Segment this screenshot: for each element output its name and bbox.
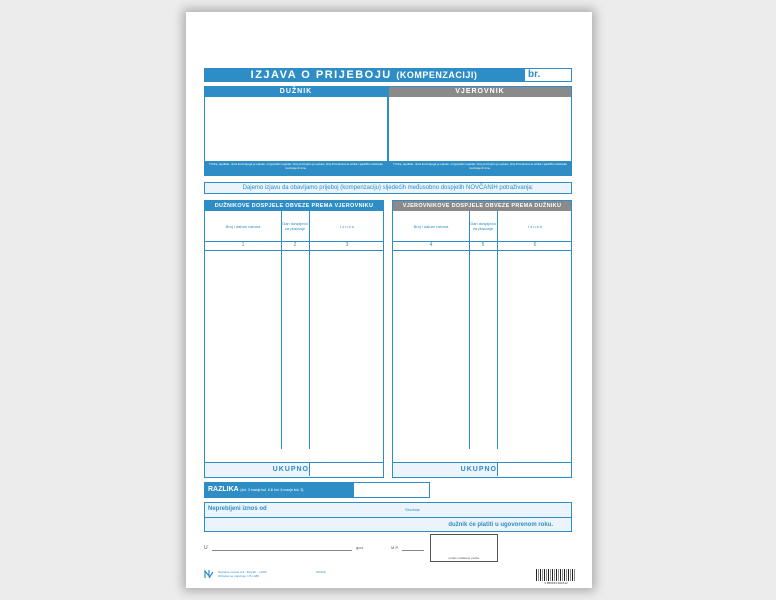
col-num: 6: [533, 242, 537, 248]
divider: [205, 517, 571, 518]
form-sheet: [186, 12, 592, 588]
debtor-note: Tvrtka, sjedište, ured kod kojega je upisan u trgovački registar, broj pod kojim je upisan, broj žiroračuna te tvrtka i sjedište institucije kod koje ih ima.: [205, 161, 387, 175]
difference-title: RAZLIKA: [208, 486, 239, 493]
col-num: 4: [429, 242, 433, 248]
difference-note: (kol. 3 manje kol. 6 ili kol. 6 manje kol. 3): [240, 488, 304, 492]
difference-row[interactable]: [204, 482, 430, 498]
divider: [469, 211, 470, 449]
debtor-table-heading: DUŽNIKOVE DOSPJELE OBVEZE PREMA VJEROVNIKU: [205, 201, 383, 211]
barcode: [536, 569, 576, 581]
debtor-total: [205, 462, 383, 477]
number-label: br.: [528, 69, 541, 80]
col-num: 1: [241, 242, 245, 248]
col-amount: I z n o s: [339, 223, 354, 229]
divider: [281, 211, 282, 449]
signature-box[interactable]: [430, 534, 498, 562]
difference-label: [205, 483, 354, 497]
unsettled-amount-box[interactable]: [204, 502, 572, 532]
debtor-obligations-table: [204, 200, 384, 478]
seal-label: M.P.: [391, 545, 399, 550]
title-sub: (KOMPENZACIJI): [396, 70, 478, 80]
creditor-heading: VJEROVNIK: [389, 87, 571, 97]
footer-line: Obrazac se naručuje: UT-I-480: [218, 574, 260, 578]
creditor-table-heading: VJEROVNIKOVE DOSPJELE OBVEZE PREMA DUŽNIKU: [393, 201, 571, 211]
creditor-total-field[interactable]: [497, 463, 571, 476]
debtor-total-field[interactable]: [309, 463, 383, 476]
col-num: 2: [293, 242, 297, 248]
publisher-logo-icon: [204, 569, 214, 579]
place-label: U: [204, 545, 208, 551]
title-main: IZJAVA O PRIJEBOJU: [250, 69, 392, 81]
footer-code: 311190: [316, 570, 326, 574]
divider: [497, 211, 498, 449]
footer-line: Narodne novine d.d., Zagreb – (100): [218, 570, 267, 574]
signature-caption: potpis ovlaštene osobe: [448, 556, 480, 560]
payment-text: dužnik će platiti u ugovorenom roku.: [448, 522, 553, 528]
creditor-num-row: [393, 241, 571, 251]
col-invoice: Broj i datum računa: [225, 223, 261, 229]
barcode-number: 3 850153 901612: [544, 581, 568, 585]
col-invoice: Broj i datum računa: [413, 223, 449, 229]
creditor-note: Tvrtka, sjedište, ured kod kojega je upisan u trgovački registar, broj pod kojim je upisan, broj žiroračuna te tvrtka i sjedište institucije kod koje ih ima.: [389, 161, 571, 175]
unsettled-label: Neprebijeni iznos od: [208, 506, 267, 512]
col-due: Dan dospijeća za plaćanje: [470, 221, 496, 231]
divider: [309, 211, 310, 449]
total-label: UKUPNO: [272, 466, 309, 473]
col-due: Dan dospijeća za plaćanje: [282, 221, 308, 231]
creditor-box[interactable]: [388, 86, 572, 176]
creditor-total: [393, 462, 571, 477]
year-label: god.: [356, 545, 364, 550]
total-label: UKUPNO: [460, 466, 497, 473]
col-num: 3: [345, 242, 349, 248]
col-amount: I z n o s: [527, 223, 542, 229]
form-title: [204, 68, 524, 82]
in-words-label: Slovima:: [405, 507, 421, 512]
debtor-num-row: [205, 241, 383, 251]
number-field[interactable]: [524, 68, 572, 82]
publisher-footer: [218, 570, 267, 578]
seal-line: [402, 550, 424, 551]
debtor-heading: DUŽNIK: [205, 87, 387, 97]
statement: Dajemo izjavu da obavljamo prijeboj (kompenzaciju) sljedećih međusobno dospjelih NOVČANIH potraživanja:: [204, 182, 572, 194]
place-date-line[interactable]: [212, 550, 352, 551]
creditor-obligations-table: [392, 200, 572, 478]
debtor-box[interactable]: [204, 86, 388, 176]
col-num: 5: [481, 242, 485, 248]
